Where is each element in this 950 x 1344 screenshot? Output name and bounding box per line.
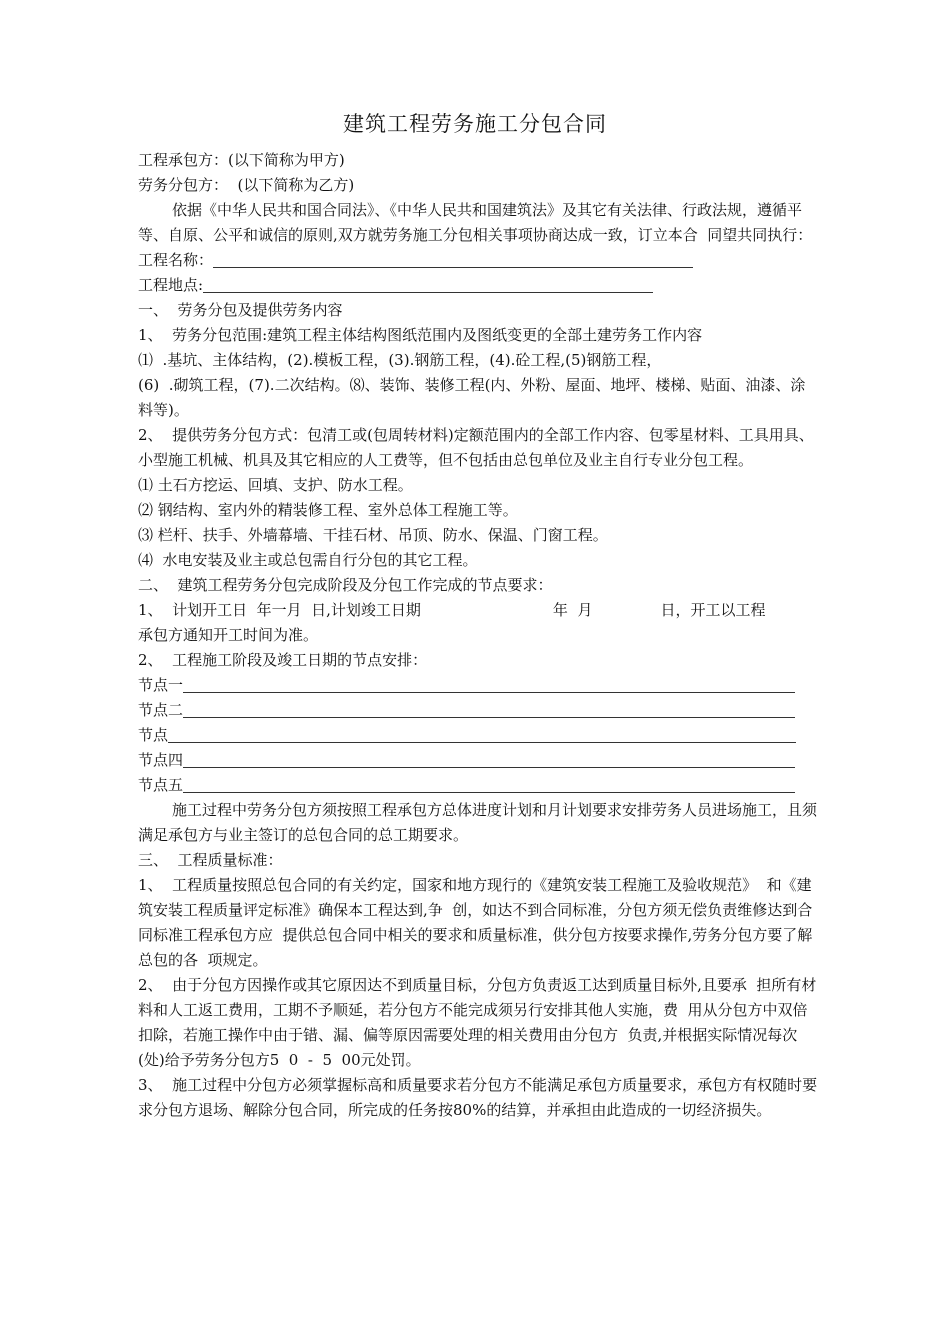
node-3-field bbox=[138, 723, 818, 748]
schedule-dates-start: 1、 计划开工日 年一月 日,计划竣工日期 bbox=[138, 601, 421, 619]
section-3-item-2: 2、 由于分包方因操作或其它原因达不到质量目标，分包方负责返工达到质量目标外,且要承 担所有材料和人工返工费用，工期不予顺延，若分包方不能完成须另行安排其他人实施，费 用从分包方中双倍扣除，若施工操作中由于错、漏、偏等原因需要处理的相关费用由分包方 负责,并根据实际情况每次(处)给予劳务分包方5 0 - 5 00元处罚。 bbox=[138, 976, 817, 1069]
schedule-dates-line bbox=[138, 598, 818, 623]
node-5-blank bbox=[183, 774, 795, 793]
node-2-field bbox=[138, 698, 818, 723]
node-2-label: 节点二 bbox=[138, 701, 184, 719]
section-3-heading: 三、 工程质量标准： bbox=[138, 851, 283, 869]
node-4-label: 节点四 bbox=[138, 751, 184, 769]
node-2-blank bbox=[183, 699, 795, 718]
exclusion-item-3: ⑶ 栏杆、扶手、外墙幕墙、干挂石材、吊顶、防水、保温、门窗工程。 bbox=[138, 526, 608, 544]
project-site-field bbox=[138, 273, 818, 298]
project-site-label: 工程地点: bbox=[138, 276, 204, 294]
schedule-note-paragraph: 施工过程中劳务分包方须按照工程承包方总体进度计划和月计划要求安排劳务人员进场施工，且须满足承包方与业主签订的总包合同的总工期要求。 bbox=[138, 801, 818, 844]
project-site-blank bbox=[203, 274, 653, 293]
node-5-label: 节点五 bbox=[138, 776, 184, 794]
section-1-item-1: 1、 劳务分包范围:建筑工程主体结构图纸范围内及图纸变更的全部土建劳务工作内容 bbox=[138, 326, 703, 344]
node-4-field bbox=[138, 748, 818, 773]
section-1-item-2: 2、 提供劳务分包方式：包清工或(包周转材料)定额范围内的全部工作内容、包零星材料、工具用具、小型施工机械、机具及其它相应的人工费等，但不包括由总包单位及业主自行专业分包工程。 bbox=[138, 426, 814, 469]
section-3-item-3: 3、 施工过程中分包方必须掌握标高和质量要求若分包方不能满足承包方质量要求，承包方有权随时要求分包方退场、解除分包合同，所完成的任务按80%的结算，并承担由此造成的一切经济损失。 bbox=[138, 1076, 818, 1119]
node-1-blank bbox=[183, 674, 795, 693]
section-1-item-1-list-a: ⑴ .基坑、主体结构，(2).模板工程，(3).钢筋工程，(4).砼工程,(5)钢筋工程， bbox=[138, 351, 662, 369]
project-name-blank bbox=[213, 249, 693, 268]
node-3-label: 节点 bbox=[138, 726, 169, 744]
exclusion-item-4: ⑷ 水电安装及业主或总包需自行分包的其它工程。 bbox=[138, 551, 478, 569]
node-4-blank bbox=[183, 749, 795, 768]
exclusion-item-1: ⑴ 土石方挖运、回填、支护、防水工程。 bbox=[138, 476, 413, 494]
document-body bbox=[138, 148, 818, 1123]
schedule-dates-continuation: 承包方通知开工时间为准。 bbox=[138, 626, 319, 644]
section-1-item-1-list-b: (6) .砌筑工程，(7).二次结构。⑻、装饰、装修工程(内、外粉、屋面、地坪、楼梯、贴面、油漆、涂料等)。 bbox=[138, 376, 806, 419]
project-name-label: 工程名称： bbox=[138, 251, 214, 269]
section-3-item-1: 1、 工程质量按照总包合同的有关约定，国家和地方现行的《建筑安装工程施工及验收规范》 和《建筑安装工程质量评定标准》确保本工程达到,争 创，如达不到合同标准，分包方须无偿负责维修达到合同标准工程承包方应 提供总包合同中相关的要求和质量标准，供分包方按要求操作,劳务分包方要了解总包的各 项规定。 bbox=[138, 876, 813, 969]
exclusion-item-2: ⑵ 钢结构、室内外的精装修工程、室外总体工程施工等。 bbox=[138, 501, 518, 519]
preamble-paragraph: 依据《中华人民共和国合同法》、《中华人民共和国建筑法》及其它有关法律、行政法规，遵循平等、自原、公平和诚信的原则,双方就劳务施工分包相关事项协商达成一致，订立本合 同望共同执行： bbox=[138, 201, 813, 244]
date-gap-2 bbox=[592, 598, 660, 623]
party-b-line: 劳务分包方： (以下简称为乙方) bbox=[138, 176, 355, 194]
project-name-field bbox=[138, 248, 818, 273]
section-1-heading: 一、 劳务分包及提供劳务内容 bbox=[138, 301, 343, 319]
document-title: 建筑工程劳务施工分包合同 bbox=[343, 112, 607, 136]
node-5-field bbox=[138, 773, 818, 798]
schedule-dates-ym: 年 月 bbox=[552, 601, 593, 619]
section-2-heading: 二、 建筑工程劳务分包完成阶段及分包工作完成的节点要求： bbox=[138, 576, 553, 594]
section-2-item-2: 2、 工程施工阶段及竣工日期的节点安排： bbox=[138, 651, 428, 669]
node-1-label: 节点一 bbox=[138, 676, 184, 694]
node-1-field bbox=[138, 673, 818, 698]
date-gap-1 bbox=[421, 598, 553, 623]
party-a-line: 工程承包方：(以下简称为甲方) bbox=[138, 151, 345, 169]
schedule-dates-end: 日，开工以工程 bbox=[660, 601, 766, 619]
node-3-blank bbox=[168, 724, 796, 743]
